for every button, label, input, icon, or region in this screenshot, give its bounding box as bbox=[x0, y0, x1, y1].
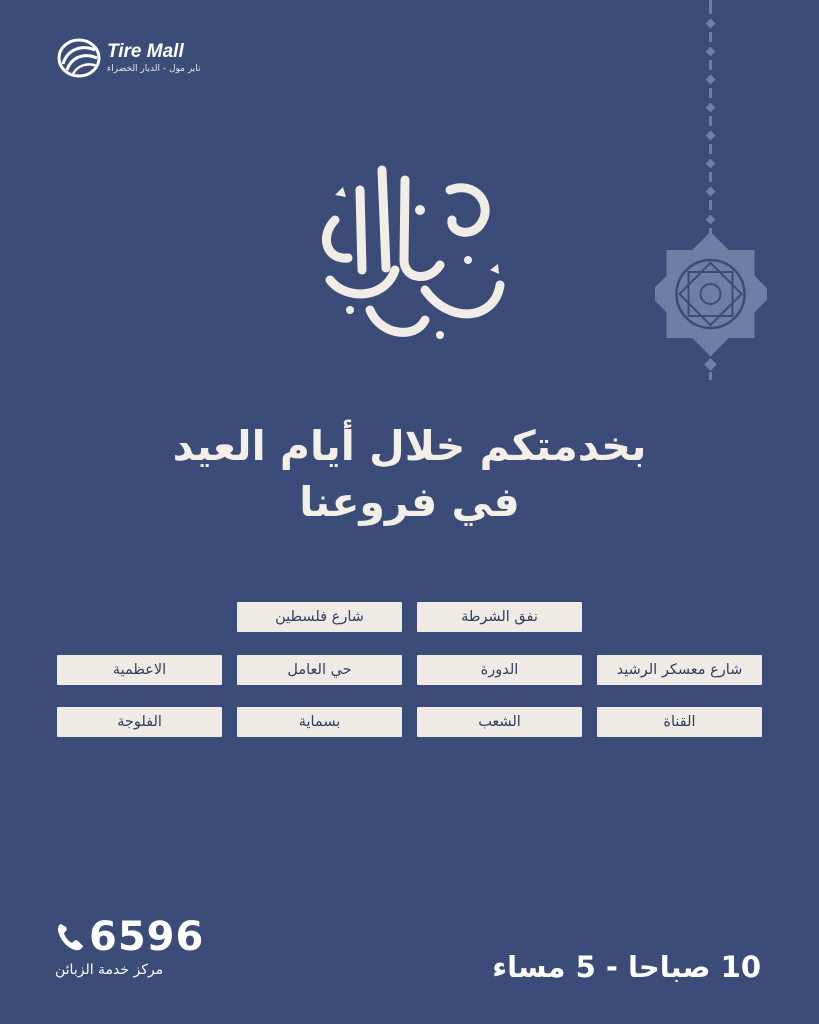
brand-logo bbox=[57, 38, 201, 78]
brand-name: Tire Mall bbox=[107, 41, 184, 62]
working-hours: 10 صباحا - 5 مساء bbox=[492, 950, 761, 984]
eid-calligraphy-icon bbox=[300, 150, 520, 350]
branch-chip: حي العامل bbox=[237, 655, 402, 685]
brand-subtitle: تاير مول - الديار الخضراء bbox=[107, 64, 201, 74]
branch-chip: بسماية bbox=[237, 707, 402, 737]
customer-service-label: مركز خدمة الزبائن bbox=[55, 962, 164, 978]
branch-chip: الدورة bbox=[417, 655, 582, 685]
branch-chip: الشعب bbox=[417, 707, 582, 737]
tire-logo-icon bbox=[57, 38, 101, 78]
branch-chip: نفق الشرطة bbox=[417, 602, 582, 632]
headline bbox=[0, 418, 819, 530]
branch-chip: القناة bbox=[597, 707, 762, 737]
phone-number[interactable]: 6596 bbox=[89, 914, 205, 960]
branch-chip: شارع معسكر الرشيد bbox=[597, 655, 762, 685]
customer-service bbox=[55, 914, 225, 978]
branch-chip: الفلوجة bbox=[57, 707, 222, 737]
headline-line-1: بخدمتكم خلال أيام العيد bbox=[172, 422, 647, 470]
branch-chip: شارع فلسطين bbox=[237, 602, 402, 632]
headline-line-2: في فروعنا bbox=[299, 478, 520, 526]
branch-chip: الاعظمية bbox=[57, 655, 222, 685]
lantern-ornament-icon bbox=[655, 0, 767, 390]
phone-icon bbox=[55, 921, 85, 953]
